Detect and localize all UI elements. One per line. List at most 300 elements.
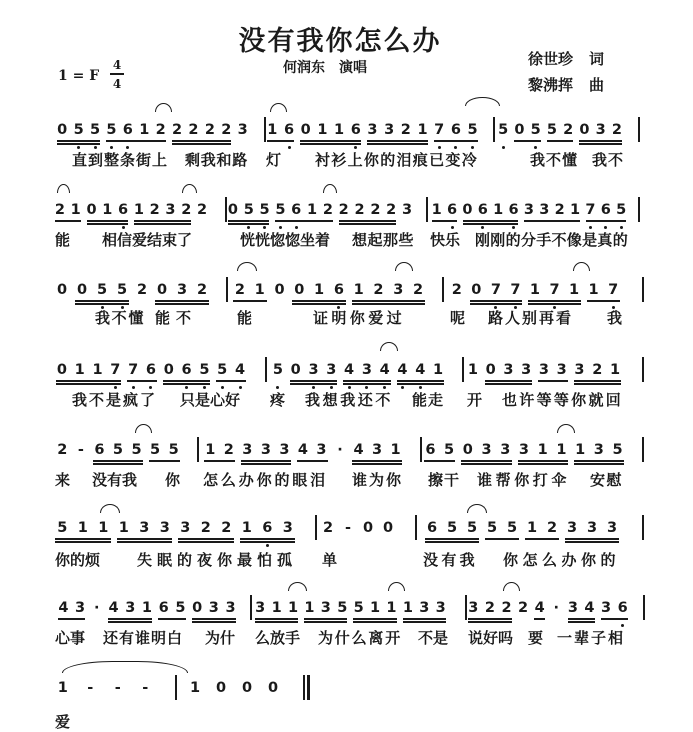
note: 6 bbox=[426, 520, 438, 536]
note: 5 bbox=[70, 122, 86, 138]
note: 5 bbox=[446, 520, 458, 536]
note: 3 bbox=[358, 362, 376, 378]
beam-group bbox=[225, 202, 272, 218]
beam-group bbox=[482, 362, 535, 378]
note: 6 bbox=[475, 202, 490, 218]
beam-group bbox=[465, 600, 515, 616]
lyric-segment: 能 bbox=[237, 309, 254, 327]
beam-group bbox=[175, 520, 237, 536]
measure bbox=[182, 680, 286, 696]
note: 6 bbox=[257, 520, 278, 536]
beam-group bbox=[160, 362, 213, 378]
note: 2 bbox=[518, 600, 529, 616]
note: 2 bbox=[181, 202, 192, 218]
lyric-segment: 你的烦 bbox=[55, 551, 101, 569]
note: 4 bbox=[584, 600, 595, 616]
note: 1 bbox=[570, 202, 581, 218]
performer-credit bbox=[283, 60, 367, 76]
note: 3 bbox=[320, 600, 331, 616]
note: 6 bbox=[115, 202, 131, 218]
note: 4 bbox=[231, 362, 249, 378]
beam-group bbox=[131, 202, 194, 218]
note: 7 bbox=[506, 282, 526, 298]
time-signature-top: 4 bbox=[112, 58, 122, 72]
time-signature-bottom: 4 bbox=[112, 76, 122, 91]
barline bbox=[197, 437, 199, 462]
beam-group bbox=[565, 600, 598, 616]
beam-group bbox=[189, 600, 239, 616]
beam-group bbox=[364, 122, 431, 138]
measure bbox=[52, 202, 210, 218]
beam-group bbox=[88, 600, 105, 616]
rest: 0 bbox=[462, 442, 473, 458]
tie-arc bbox=[380, 342, 398, 351]
note: 7 bbox=[583, 202, 598, 218]
beam-group bbox=[132, 282, 152, 298]
note: 7 bbox=[603, 282, 623, 298]
note: 3 bbox=[159, 520, 170, 536]
note: 5 bbox=[337, 600, 348, 616]
note: 1 bbox=[77, 520, 88, 536]
tie-arc bbox=[100, 504, 120, 513]
note: 2 bbox=[413, 282, 424, 298]
beam-group bbox=[571, 362, 624, 378]
beam-group bbox=[422, 520, 482, 536]
note: 6 bbox=[448, 122, 465, 138]
note: 6 bbox=[347, 122, 364, 138]
beam-group bbox=[54, 122, 103, 138]
note: 2 bbox=[546, 520, 558, 536]
note: 2 bbox=[354, 202, 365, 218]
note: 4 bbox=[394, 362, 412, 378]
lyric-segment: 灯 bbox=[266, 151, 283, 169]
note: 2 bbox=[196, 282, 208, 298]
beam-group bbox=[576, 122, 625, 138]
note: 1 bbox=[241, 520, 252, 536]
note: 3 bbox=[595, 122, 606, 138]
lyric-segment: 说好吗 bbox=[468, 629, 514, 647]
note: 6 bbox=[158, 600, 169, 616]
note: 4 bbox=[353, 442, 364, 458]
barline bbox=[225, 197, 227, 222]
note: 2 bbox=[501, 600, 512, 616]
tie-arc bbox=[323, 184, 337, 193]
rest: 0 bbox=[192, 600, 203, 616]
tie-arc bbox=[182, 184, 197, 193]
tie-arc bbox=[573, 262, 590, 271]
note: 1 bbox=[390, 442, 401, 458]
note: 7 bbox=[431, 122, 448, 138]
lyric-segment: 我 bbox=[607, 309, 624, 327]
rest: 0 bbox=[462, 202, 473, 218]
beam-group bbox=[252, 600, 301, 616]
note: 3 bbox=[305, 362, 323, 378]
note: 3 bbox=[419, 600, 430, 616]
tie-arc bbox=[467, 504, 487, 513]
note: 1 bbox=[575, 442, 586, 458]
barline bbox=[638, 197, 640, 222]
note: 3 bbox=[125, 600, 136, 616]
lyric-segment: 快乐 bbox=[430, 231, 461, 249]
beam-group bbox=[234, 122, 250, 138]
performer-role: 演唱 bbox=[339, 60, 367, 76]
beam-group bbox=[234, 680, 260, 696]
lyric-segment: 开 bbox=[467, 391, 484, 409]
lyric-segment: 为什么离开 bbox=[318, 629, 403, 647]
beam-group bbox=[52, 282, 72, 298]
barline bbox=[493, 117, 495, 142]
tie-arc bbox=[557, 424, 575, 433]
lyric-segment: 能不 bbox=[155, 309, 198, 327]
composer-role: 曲 bbox=[589, 76, 605, 94]
lyricist-credit bbox=[528, 50, 604, 68]
note: 6 bbox=[329, 282, 349, 298]
song-title: 没有我你怎么办 bbox=[238, 26, 442, 57]
note: 6 bbox=[506, 202, 521, 218]
note: 2 bbox=[563, 122, 574, 138]
beam-group bbox=[238, 442, 294, 458]
lyric-segment: 能 bbox=[55, 231, 72, 249]
note: 2 bbox=[188, 122, 199, 138]
note: 1 bbox=[417, 122, 428, 138]
note: 2 bbox=[370, 202, 381, 218]
rest: 0 bbox=[56, 282, 68, 298]
note: 3 bbox=[322, 362, 340, 378]
note: 2 bbox=[451, 282, 462, 298]
note: 1 bbox=[307, 202, 318, 218]
note: 1 bbox=[205, 442, 216, 458]
lyric-segment: 单 bbox=[322, 551, 339, 569]
lyric-segment: 还有谁明白 bbox=[103, 629, 184, 647]
note: 1 bbox=[254, 282, 265, 298]
measure bbox=[421, 442, 627, 458]
lyric-segment: 直到整条街上 bbox=[72, 151, 169, 169]
measure bbox=[318, 520, 398, 536]
beam-group bbox=[511, 122, 544, 138]
final-barline-thin bbox=[303, 675, 305, 700]
measure bbox=[53, 362, 249, 378]
note: 3 bbox=[237, 122, 248, 138]
barline bbox=[642, 515, 644, 540]
lyric-segment: 呢 bbox=[450, 309, 467, 327]
note: 1 bbox=[102, 202, 113, 218]
beam-group bbox=[421, 442, 458, 458]
tie-arc bbox=[155, 103, 172, 112]
note: 2 bbox=[234, 282, 245, 298]
beam-group bbox=[84, 202, 131, 218]
beam-group bbox=[294, 442, 331, 458]
note: 1 bbox=[556, 442, 567, 458]
beam-group bbox=[213, 362, 249, 378]
note: 3 bbox=[481, 442, 492, 458]
note: 7 bbox=[106, 362, 124, 378]
barline bbox=[175, 675, 177, 700]
measure bbox=[264, 122, 481, 138]
augmentation-dot: · bbox=[553, 600, 560, 616]
lyric-segment: 没有我 bbox=[92, 471, 138, 489]
note: 5 bbox=[103, 122, 119, 138]
rest: 0 bbox=[156, 282, 168, 298]
beam-group bbox=[105, 600, 155, 616]
beam-group bbox=[104, 680, 132, 696]
key-signature: 1 = F bbox=[58, 68, 100, 84]
barline bbox=[315, 515, 317, 540]
measure bbox=[422, 520, 622, 536]
measure bbox=[201, 442, 405, 458]
note: 5 bbox=[112, 442, 124, 458]
tie-arc bbox=[388, 582, 405, 591]
note: 1 bbox=[353, 282, 364, 298]
beam-group bbox=[464, 362, 482, 378]
note: 1 bbox=[189, 680, 201, 696]
beam-group bbox=[124, 362, 160, 378]
note: 1 bbox=[314, 282, 325, 298]
rest: 0 bbox=[267, 680, 279, 696]
note: 4 bbox=[376, 362, 394, 378]
note: 6 bbox=[178, 362, 196, 378]
note: 2 bbox=[149, 202, 160, 218]
note: 1 bbox=[92, 362, 103, 378]
note: 2 bbox=[54, 202, 65, 218]
beam-group bbox=[318, 520, 338, 536]
note: 1 bbox=[526, 520, 538, 536]
beam-group bbox=[467, 282, 526, 298]
time-signature bbox=[110, 58, 124, 91]
beam-group bbox=[72, 442, 91, 458]
beam-group bbox=[269, 362, 287, 378]
beam-group bbox=[431, 122, 481, 138]
lyric-segment: 谁帮你打伞 bbox=[477, 471, 571, 489]
beam-group bbox=[103, 122, 169, 138]
note: 1 bbox=[139, 122, 150, 138]
beam-group bbox=[301, 600, 350, 616]
measure bbox=[464, 362, 624, 378]
rest: 0 bbox=[579, 122, 590, 138]
note: 2 bbox=[322, 520, 334, 536]
rest: 0 bbox=[57, 122, 68, 138]
sustain-dash: - bbox=[77, 442, 84, 458]
lyric-segment: 我不懂 bbox=[95, 309, 146, 327]
measure bbox=[52, 282, 212, 298]
rest: 0 bbox=[76, 282, 88, 298]
note: 3 bbox=[606, 520, 618, 536]
barline bbox=[420, 437, 422, 462]
composer-name: 黎沸挥 bbox=[528, 76, 574, 94]
beam-group bbox=[114, 520, 176, 536]
beam-group bbox=[169, 122, 235, 138]
measure bbox=[269, 362, 447, 378]
note: 3 bbox=[468, 600, 479, 616]
note: 1 bbox=[57, 680, 68, 696]
lyric-segment: 失眠的夜你最怕孤 bbox=[137, 551, 298, 569]
lyric-segment: 一辈子相 bbox=[557, 629, 626, 647]
note: 1 bbox=[370, 600, 381, 616]
measure bbox=[52, 520, 298, 536]
beam-group bbox=[331, 442, 350, 458]
note: 4 bbox=[534, 600, 545, 616]
lyric-segment: 为什 bbox=[205, 629, 236, 647]
measure bbox=[429, 202, 629, 218]
note: 1 bbox=[271, 600, 282, 616]
lyric-segment: 只是心好 bbox=[180, 391, 241, 409]
lyric-segment: 能走 bbox=[412, 391, 445, 409]
beam-group bbox=[495, 122, 511, 138]
lyric-segment: 谁为你 bbox=[352, 471, 404, 489]
note: 3 bbox=[208, 600, 219, 616]
lyric-segment: 路人别再看 bbox=[488, 309, 574, 327]
note: 1 bbox=[386, 600, 397, 616]
note: 3 bbox=[586, 520, 598, 536]
beam-group bbox=[49, 680, 77, 696]
note: 2 bbox=[338, 202, 349, 218]
beam-group bbox=[264, 122, 297, 138]
beam-group bbox=[287, 362, 340, 378]
note: 5 bbox=[614, 202, 629, 218]
lyric-segment: 证明你爱过 bbox=[313, 309, 406, 327]
beam-group bbox=[208, 680, 234, 696]
beam-group bbox=[289, 282, 348, 298]
beam-group bbox=[77, 680, 105, 696]
note: 6 bbox=[281, 122, 298, 138]
note: 7 bbox=[486, 282, 506, 298]
note: 5 bbox=[506, 520, 518, 536]
lyric-segment: 怎么办你的眼泪 bbox=[203, 471, 329, 489]
rest: 0 bbox=[300, 122, 311, 138]
lyric-segment: 想起那些 bbox=[352, 231, 415, 249]
note: 5 bbox=[464, 122, 481, 138]
lyric-segment: 来 bbox=[55, 471, 72, 489]
note: 3 bbox=[518, 442, 529, 458]
barline bbox=[265, 357, 267, 382]
note: 2 bbox=[172, 122, 183, 138]
beam-group bbox=[201, 442, 238, 458]
note: 3 bbox=[574, 362, 585, 378]
note: 5 bbox=[272, 202, 288, 218]
beam-group bbox=[349, 442, 405, 458]
beam-group bbox=[260, 680, 286, 696]
note: 1 bbox=[98, 520, 109, 536]
note: 5 bbox=[241, 202, 257, 218]
beam-group bbox=[52, 202, 84, 218]
measure bbox=[49, 680, 159, 696]
note: 3 bbox=[260, 442, 271, 458]
beam-group bbox=[429, 202, 460, 218]
note: 1 bbox=[402, 600, 413, 616]
rest: 0 bbox=[514, 122, 525, 138]
rest: 0 bbox=[215, 680, 227, 696]
beam-group bbox=[349, 282, 428, 298]
lyric-segment: 你怎么办你的 bbox=[503, 551, 621, 569]
note: 4 bbox=[340, 362, 358, 378]
rest: 0 bbox=[471, 282, 482, 298]
beam-group bbox=[152, 282, 212, 298]
beam-group bbox=[400, 600, 449, 616]
lyric-segment: 要 bbox=[528, 629, 545, 647]
note: 3 bbox=[556, 362, 567, 378]
note: 2 bbox=[155, 122, 166, 138]
beam-group bbox=[194, 202, 210, 218]
rest: 0 bbox=[290, 362, 301, 378]
tie-arc bbox=[465, 97, 500, 106]
note: 5 bbox=[269, 362, 287, 378]
note: 5 bbox=[168, 442, 179, 458]
beam-group bbox=[598, 600, 631, 616]
lyric-segment: 我想我还不 bbox=[305, 391, 394, 409]
beam-group bbox=[583, 202, 629, 218]
note: 1 bbox=[141, 600, 152, 616]
measure bbox=[447, 282, 623, 298]
beam-group bbox=[336, 202, 399, 218]
beam-group bbox=[535, 362, 571, 378]
note: 7 bbox=[545, 282, 565, 298]
note: 1 bbox=[588, 282, 599, 298]
note: 5 bbox=[87, 122, 103, 138]
sustain-dash: - bbox=[142, 680, 149, 696]
note: 1 bbox=[493, 202, 504, 218]
note: 1 bbox=[118, 520, 129, 536]
note: 5 bbox=[444, 442, 455, 458]
beam-group bbox=[531, 600, 548, 616]
note: 6 bbox=[444, 202, 459, 218]
note: 1 bbox=[529, 282, 540, 298]
beam-group bbox=[544, 122, 577, 138]
note: 1 bbox=[287, 600, 299, 616]
note: 6 bbox=[142, 362, 160, 378]
tie-arc bbox=[135, 424, 152, 433]
beam-group bbox=[52, 520, 114, 536]
beam-group bbox=[55, 600, 88, 616]
barline bbox=[642, 357, 644, 382]
beam-group bbox=[458, 442, 514, 458]
beam-group bbox=[72, 282, 132, 298]
note: 1 bbox=[431, 202, 442, 218]
note: 2 bbox=[322, 202, 333, 218]
tie-arc bbox=[270, 103, 287, 112]
rest: 0 bbox=[241, 680, 253, 696]
note: 3 bbox=[384, 122, 395, 138]
note: 3 bbox=[165, 202, 176, 218]
beam-group bbox=[53, 362, 124, 378]
beam-group bbox=[482, 520, 522, 536]
note: 5 bbox=[353, 600, 364, 616]
note: 1 bbox=[317, 122, 328, 138]
note: 1 bbox=[133, 202, 144, 218]
note: 3 bbox=[538, 362, 549, 378]
note: 5 bbox=[150, 442, 161, 458]
note: 3 bbox=[401, 202, 413, 218]
beam-group bbox=[447, 282, 467, 298]
lyric-segment: 我不 bbox=[592, 151, 625, 169]
rest: 0 bbox=[86, 202, 97, 218]
note: 3 bbox=[176, 282, 188, 298]
note: 3 bbox=[593, 442, 604, 458]
tie-arc bbox=[57, 184, 70, 193]
note: 2 bbox=[373, 282, 384, 298]
note: 1 bbox=[467, 362, 478, 378]
note: 4 bbox=[58, 600, 69, 616]
rest: 0 bbox=[274, 282, 285, 298]
beam-group bbox=[521, 202, 583, 218]
note: 3 bbox=[566, 520, 578, 536]
note: 2 bbox=[554, 202, 565, 218]
beam-group bbox=[182, 680, 208, 696]
note: 2 bbox=[386, 202, 397, 218]
lyric-segment: 我不懂 bbox=[530, 151, 579, 169]
note: 6 bbox=[425, 442, 436, 458]
beam-group bbox=[270, 282, 290, 298]
note: 2 bbox=[400, 122, 411, 138]
note: 3 bbox=[180, 520, 191, 536]
